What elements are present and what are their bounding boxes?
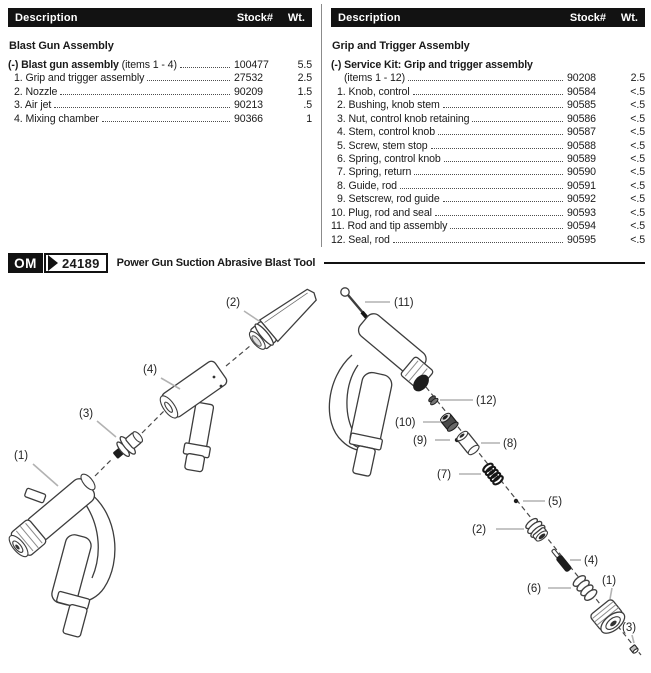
table-row — [331, 86, 645, 99]
row-weight: .5 — [303, 99, 312, 112]
row-weight: <.5 — [630, 85, 645, 98]
callout-2-label: (2) — [226, 297, 241, 309]
dotted-leader — [413, 94, 563, 95]
row-weight: 1 — [306, 112, 312, 125]
header-stock: Stock# — [569, 11, 606, 24]
table-row — [331, 180, 645, 193]
dotted-leader — [102, 121, 230, 122]
dotted-leader — [400, 188, 563, 189]
row-stock-number: 90213 — [234, 99, 263, 112]
row-stock-number: 90587 — [567, 126, 596, 139]
row-description: 2. Nozzle — [14, 85, 58, 98]
callout-leader — [244, 311, 259, 321]
callout-3-label: (3) — [79, 408, 94, 420]
callout-3-label: (3) — [622, 622, 637, 634]
row-stock-number: 90209 — [234, 85, 263, 98]
dotted-leader — [435, 215, 563, 216]
row-description: 3. Nut, control knob retaining — [337, 112, 470, 125]
callout-5-label: (5) — [548, 496, 563, 508]
row-stock-number: 90592 — [567, 193, 596, 206]
inlet-tube — [62, 604, 87, 638]
callout-2-label: (2) — [472, 524, 487, 536]
table-row — [8, 59, 312, 72]
dotted-leader — [444, 161, 563, 162]
table-row — [331, 99, 645, 112]
table-row — [331, 193, 645, 206]
row-weight: <.5 — [630, 206, 645, 219]
row-description: 10. Plug, rod and seal — [331, 206, 432, 219]
part-stem-stop-screw — [514, 499, 518, 503]
callout-11-label: (11) — [394, 297, 414, 309]
dotted-leader — [414, 174, 563, 175]
table-row — [331, 153, 645, 166]
dotted-leader — [450, 228, 563, 229]
part-mixing-chamber — [156, 359, 228, 472]
row-stock-number: 90586 — [567, 112, 596, 125]
header-weight: Wt. — [287, 11, 305, 24]
row-description: 11. Rod and tip assembly — [331, 220, 448, 233]
row-description: 3. Air jet — [14, 99, 52, 112]
row-stock-number: 100477 — [234, 59, 269, 71]
row-weight: <.5 — [630, 193, 645, 206]
row-description: 5. Screw, stem stop — [337, 139, 428, 152]
row-weight: <.5 — [630, 112, 645, 125]
blast-gun-parts-table — [8, 8, 312, 126]
row-weight: 2.5 — [630, 72, 645, 85]
grip-trigger-exploded-view — [329, 288, 641, 655]
row-description: 8. Guide, rod — [337, 179, 397, 192]
part-control-knob-stem — [550, 548, 571, 572]
title-rule — [324, 262, 645, 264]
header-weight: Wt. — [620, 11, 638, 24]
section-title: Grip and Trigger Assembly — [332, 40, 470, 52]
handle-tube — [184, 453, 205, 472]
dotted-leader — [393, 242, 563, 243]
row-stock-number: 90585 — [567, 99, 596, 112]
row-weight: <.5 — [630, 126, 645, 139]
part-rod-seal — [427, 394, 439, 405]
row-weight: <.5 — [630, 166, 645, 179]
row-description: (-) Blast gun assembly (items 1 - 4) — [8, 59, 177, 71]
row-stock-number: 27532 — [234, 72, 263, 85]
grip-trigger-parts-table — [331, 8, 645, 247]
row-weight: <.5 — [630, 99, 645, 112]
callout-9-label: (9) — [413, 435, 428, 447]
row-weight: 1.5 — [297, 85, 312, 98]
row-weight: 2.5 — [297, 72, 312, 85]
header-stock: Stock# — [236, 11, 273, 24]
table-row — [8, 113, 312, 126]
row-weight: <.5 — [630, 153, 645, 166]
row-stock-number: 90588 — [567, 139, 596, 152]
part-grip-and-trigger-assembly — [5, 472, 115, 638]
callout-leader — [632, 635, 634, 643]
row-description: 4. Mixing chamber — [14, 112, 99, 125]
exploded-parts-diagram — [0, 283, 651, 673]
row-description: 9. Setscrew, rod guide — [337, 193, 440, 206]
stop-lever — [24, 488, 46, 503]
screw-dot — [213, 376, 216, 379]
callout-leader — [97, 421, 116, 437]
part-knob-stem-bushing — [523, 516, 550, 544]
screw-dot — [220, 385, 223, 388]
callout-4-label: (4) — [584, 555, 599, 567]
dotted-leader — [147, 80, 230, 81]
table-header — [331, 8, 645, 27]
table-row — [331, 126, 645, 139]
callout-7-label: (7) — [437, 469, 452, 481]
table-row — [331, 207, 645, 220]
row-weight: <.5 — [630, 139, 645, 152]
row-description: 12. Seal, rod — [331, 233, 390, 246]
row-description: 1. Grip and trigger assembly — [14, 72, 145, 85]
assembly-axis — [95, 459, 112, 476]
row-stock-number: 90595 — [567, 233, 596, 246]
table-row — [331, 72, 645, 85]
dotted-leader — [443, 107, 563, 108]
dotted-leader — [472, 121, 563, 122]
gun-body — [329, 310, 434, 476]
part-rod-and-tip-assembly — [341, 288, 368, 319]
part-control-knob-spring — [571, 574, 598, 603]
row-stock-number: 90593 — [567, 206, 596, 219]
om-label: OM — [8, 253, 43, 273]
header-description: Description — [338, 11, 401, 24]
table-divider-line — [321, 4, 322, 247]
chevron-right-icon — [48, 255, 58, 271]
part-rod-guide — [455, 430, 480, 457]
callout-leader — [610, 588, 612, 599]
header-description: Description — [15, 11, 78, 24]
dotted-leader — [60, 94, 230, 95]
callout-12-label: (12) — [476, 395, 497, 407]
part-plug-rod-seal — [439, 411, 460, 432]
callout-leader — [33, 464, 58, 486]
part-retaining-nut — [630, 645, 639, 654]
row-description: 2. Bushing, knob stem — [337, 99, 440, 112]
dotted-leader — [438, 134, 563, 135]
row-stock-number: 90590 — [567, 166, 596, 179]
callout-1-label: (1) — [14, 450, 29, 462]
table-row — [8, 86, 312, 99]
callout-6-label: (6) — [527, 583, 542, 595]
part-air-jet — [108, 427, 147, 464]
assembly-axis — [226, 346, 250, 366]
table-header — [8, 8, 312, 27]
row-stock-number: 90591 — [567, 179, 596, 192]
row-weight: <.5 — [630, 233, 645, 246]
row-weight: <.5 — [630, 220, 645, 233]
dotted-leader — [408, 80, 563, 81]
row-description: (items 1 - 12) — [344, 72, 405, 85]
row-description: 4. Stem, control knob — [337, 126, 436, 139]
row-description: 1. Knob, control — [337, 85, 410, 98]
row-stock-number: 90594 — [567, 220, 596, 233]
dotted-leader — [54, 107, 230, 108]
blast-gun-exploded-view — [5, 283, 323, 638]
service-kit-title: (-) Service Kit: Grip and trigger assembly — [331, 59, 533, 71]
document-number: 24189 — [62, 255, 100, 271]
document-number-box — [44, 253, 108, 273]
row-stock-number: 90366 — [234, 112, 263, 125]
callout-4-label: (4) — [143, 364, 158, 376]
table-row — [331, 166, 645, 179]
assembly-axis — [142, 411, 164, 433]
callout-1-label: (1) — [602, 575, 617, 587]
row-weight: <.5 — [630, 179, 645, 192]
row-stock-number: 90589 — [567, 153, 596, 166]
dotted-leader — [180, 67, 230, 68]
section-title: Blast Gun Assembly — [9, 40, 114, 52]
row-weight: 5.5 — [297, 59, 312, 71]
document-title: Power Gun Suction Abrasive Blast Tool — [116, 257, 316, 269]
row-stock-number: 90208 — [567, 72, 596, 85]
table-row — [331, 220, 645, 233]
row-description: 6. Spring, control knob — [337, 153, 441, 166]
table-row — [331, 234, 645, 247]
dotted-leader — [443, 201, 563, 202]
row-description: 7. Spring, return — [337, 166, 412, 179]
table-row — [8, 72, 312, 85]
callout-8-label: (8) — [503, 438, 518, 450]
part-return-spring — [482, 462, 504, 486]
row-stock-number: 90584 — [567, 85, 596, 98]
document-badge — [8, 253, 645, 273]
table-row — [331, 140, 645, 153]
callout-10-label: (10) — [395, 417, 416, 429]
table-row — [8, 99, 312, 112]
dotted-leader — [431, 148, 563, 149]
table-row — [331, 113, 645, 126]
